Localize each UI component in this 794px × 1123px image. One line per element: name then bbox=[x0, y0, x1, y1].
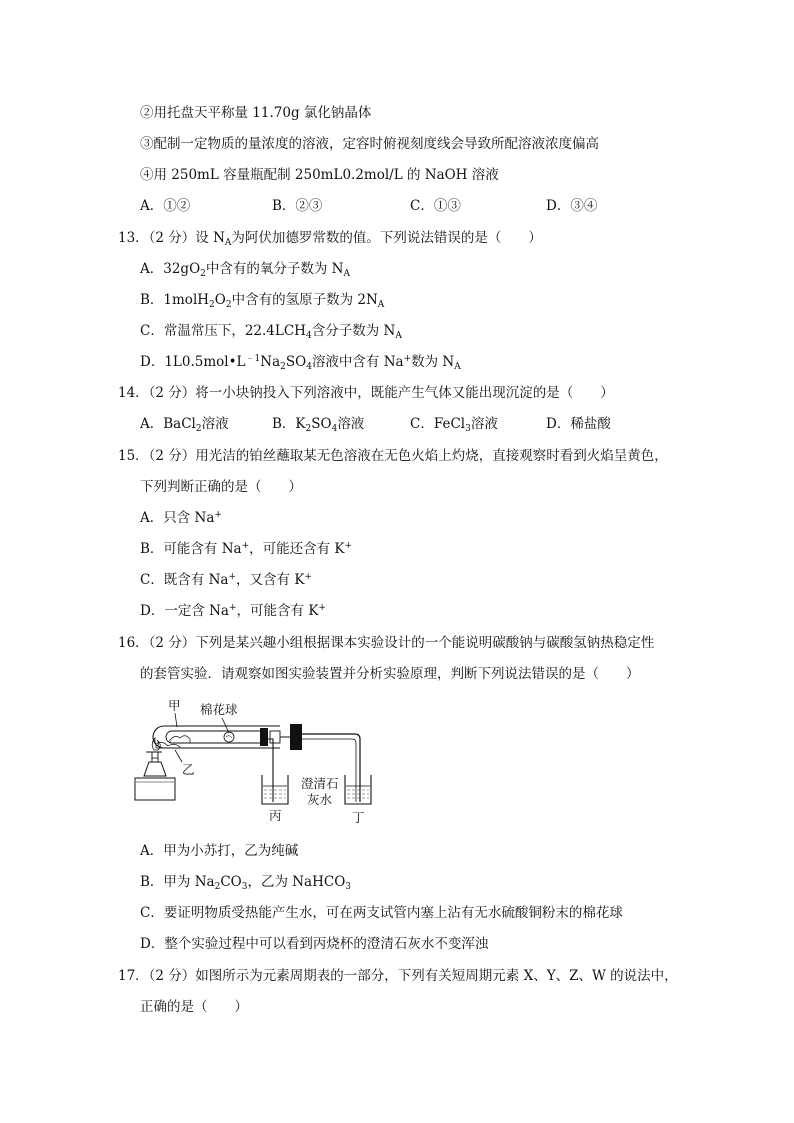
label-bing: 丙 bbox=[269, 808, 282, 823]
beaker-bing bbox=[262, 775, 288, 804]
q16-stem-line1: 16．（2 分）下列是某兴趣小组根据课本实验设计的一个能说明碳酸钠与碳酸氢钠热稳定性 bbox=[118, 635, 655, 651]
q15-option-d: D．一定含 Na+，可能含有 K+ bbox=[140, 603, 326, 619]
label-limewater-line2: 灰水 bbox=[307, 792, 333, 807]
q15-option-b: B．可能含有 Na+，可能还含有 K+ bbox=[140, 541, 353, 557]
q13-option-b: B．$1molH_2O_2$中含有的氢原子数为 $2N_A$ bbox=[140, 292, 385, 310]
beaker-ding bbox=[345, 775, 371, 804]
q15-option-c: C．既含有 Na+，又含有 K+ bbox=[140, 572, 312, 588]
q14-option-a: A．BaCl$_2$溶液 bbox=[140, 416, 229, 434]
outer-stopper bbox=[290, 724, 302, 750]
q14-option-c: C．FeCl$_3$溶液 bbox=[410, 416, 498, 434]
q14-option-d: D．稀盐酸 bbox=[546, 416, 611, 432]
inner-solid bbox=[170, 736, 190, 743]
label-limewater-line1: 澄清石 bbox=[301, 776, 339, 791]
q15-option-a: A．只含 Na+ bbox=[140, 510, 222, 526]
q13-option-a: A．$32gO_2$中含有的氧分子数为 $N_A$ bbox=[140, 261, 350, 279]
label-yi: 乙 bbox=[182, 762, 195, 777]
q12-option-c: C．①③ bbox=[410, 198, 461, 214]
q13-stem: 13．（2 分）设 $N_A$为阿伏加德罗常数的值。下列说法错误的是（ ） bbox=[118, 230, 542, 248]
q15-stem-line1: 15．（2 分）用光洁的铂丝蘸取某无色溶液在无色火焰上灼烧，直接观察时看到火焰呈黄色， bbox=[118, 448, 668, 464]
q16-option-d: D．整个实验过程中可以看到丙烧杯的澄清石灰水不变浑浊 bbox=[140, 936, 489, 952]
alcohol-lamp bbox=[144, 762, 166, 776]
nested-tube-apparatus-figure bbox=[130, 698, 390, 826]
q16-option-a: A．甲为小苏打，乙为纯碱 bbox=[140, 843, 299, 859]
inner-stopper bbox=[260, 728, 268, 746]
q12-item-2: ②用托盘天平称量 11.70g 氯化钠晶体 bbox=[140, 105, 372, 121]
q12-option-d: D．③④ bbox=[546, 198, 598, 214]
cotton-ball bbox=[224, 732, 234, 742]
q16-option-b: B．甲为 $Na_2CO_3$，乙为 NaHCO$_3$ bbox=[140, 874, 352, 892]
q17-stem-line2: 正确的是（ ） bbox=[140, 999, 248, 1015]
q13-option-c: C．常温常压下，$22.4LCH_4$含分子数为 $N_A$ bbox=[140, 323, 402, 341]
q15-stem-line2: 下列判断正确的是（ ） bbox=[140, 479, 302, 495]
q14-option-b: B．$K_2SO_4$溶液 bbox=[272, 416, 365, 434]
q12-item-3: ③配制一定物质的量浓度的溶液，定容时俯视刻度线会导致所配溶液浓度偏高 bbox=[140, 136, 599, 152]
q16-option-c: C．要证明物质受热能产生水，可在两支试管内塞上沾有无水硫酸铜粉末的棉花球 bbox=[140, 905, 623, 921]
q12-option-a: A．①② bbox=[140, 198, 191, 214]
label-cotton-ball: 棉花球 bbox=[200, 702, 238, 717]
q12-item-4: ④用 250mL 容量瓶配制 250mL0.2mol/L 的 NaOH 溶液 bbox=[140, 167, 499, 183]
q12-option-b: B．②③ bbox=[272, 198, 323, 214]
label-ding: 丁 bbox=[352, 810, 365, 825]
q14-stem: 14．（2 分）将一小块钠投入下列溶液中，既能产生气体又能出现沉淀的是（ ） bbox=[118, 385, 614, 401]
q17-stem-line1: 17．（2 分）如图所示为元素周期表的一部分，下列有关短周期元素 X、Y、Z、W 的说法中， bbox=[118, 968, 678, 984]
lamp-base bbox=[135, 778, 175, 800]
label-jia: 甲 bbox=[168, 698, 181, 713]
q16-stem-line2: 的套管实验．请观察如图实验装置并分析实验原理，判断下列说法错误的是（ ） bbox=[140, 666, 640, 682]
q13-option-d: D．$1L0.5mol•L^{﹣1}Na_2SO_4$溶液中含有 Na+数为 $N_A$ bbox=[140, 354, 461, 372]
